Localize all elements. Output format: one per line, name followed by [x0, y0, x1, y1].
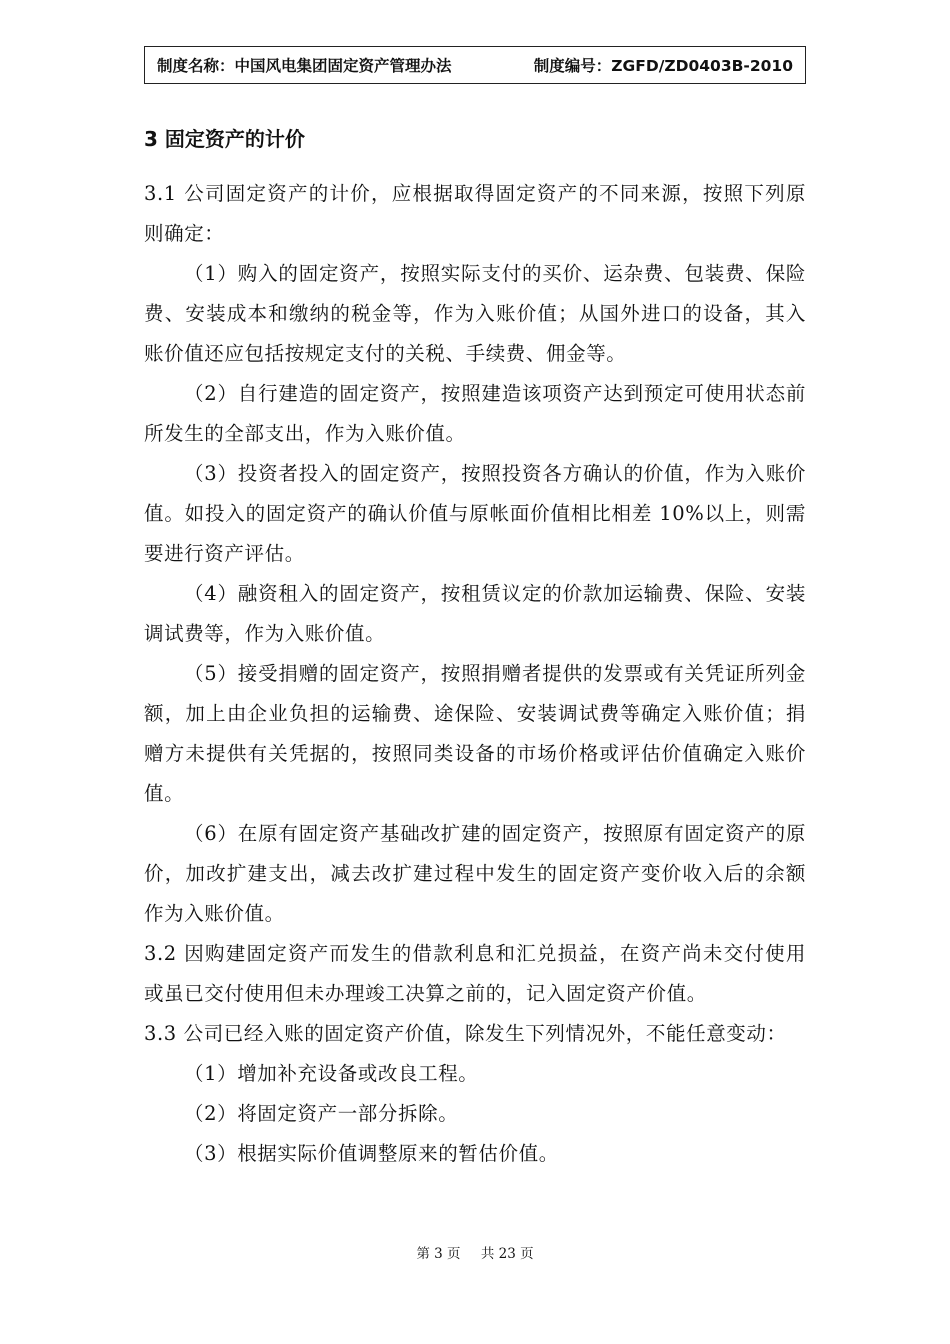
body-content: [144, 174, 806, 1174]
document-number: 制度编号：ZGFD/ZD0403B-2010: [533, 57, 793, 75]
paragraph-3-3-item-2: （2）将固定资产一部分拆除。: [184, 1102, 459, 1125]
page-total: 共 23 页: [480, 1246, 534, 1262]
paragraph-item-2: （2）自行建造的固定资产，按照建造该项资产达到预定可使用状态前所发生的全部支出，作为入账价值。: [144, 382, 806, 445]
paragraph-3-3-item-3: （3）根据实际价值调整原来的暂估价值。: [184, 1142, 559, 1165]
page-number: 第 3 页: [416, 1246, 461, 1262]
section-title: 3 固定资产的计价: [144, 127, 305, 151]
paragraph-item-1: （1）购入的固定资产，按照实际支付的买价、运杂费、包装费、保险费、安装成本和缴纳的税金等，作为入账价值；从国外进口的设备，其入账价值还应包括按规定支付的关税、手续费、佣金等。: [144, 262, 806, 365]
document-header: [144, 46, 806, 84]
paragraph-item-5: （5）接受捐赠的固定资产，按照捐赠者提供的发票或有关凭证所列金额，加上由企业负担的运输费、途保险、安装调试费等确定入账价值；捐赠方未提供有关凭据的，按照同类设备的市场价格或评估价值确定入账价值。: [144, 662, 806, 805]
paragraph-3-2: 3.2 因购建固定资产而发生的借款利息和汇兑损益，在资产尚未交付使用或虽已交付使用但未办理竣工决算之前的，记入固定资产价值。: [144, 942, 806, 1005]
document-name: 制度名称：中国风电集团固定资产管理办法: [157, 57, 452, 75]
paragraph-item-3: （3）投资者投入的固定资产，按照投资各方确认的价值，作为入账价值。如投入的固定资产的确认价值与原帐面价值相比相差 10%以上，则需要进行资产评估。: [144, 462, 806, 565]
paragraph-item-4: （4）融资租入的固定资产，按租赁议定的价款加运输费、保险、安装调试费等，作为入账价值。: [144, 582, 806, 645]
paragraph-3-1: 3.1 公司固定资产的计价，应根据取得固定资产的不同来源，按照下列原则确定：: [144, 182, 806, 245]
paragraph-3-3-item-1: （1）增加补充设备或改良工程。: [184, 1062, 479, 1085]
paragraph-3-3: 3.3 公司已经入账的固定资产价值，除发生下列情况外，不能任意变动：: [144, 1022, 787, 1045]
page-footer: [0, 1244, 950, 1264]
paragraph-item-6: （6）在原有固定资产基础改扩建的固定资产，按照原有固定资产的原价，加改扩建支出，减去改扩建过程中发生的固定资产变价收入后的余额作为入账价值。: [144, 822, 806, 925]
